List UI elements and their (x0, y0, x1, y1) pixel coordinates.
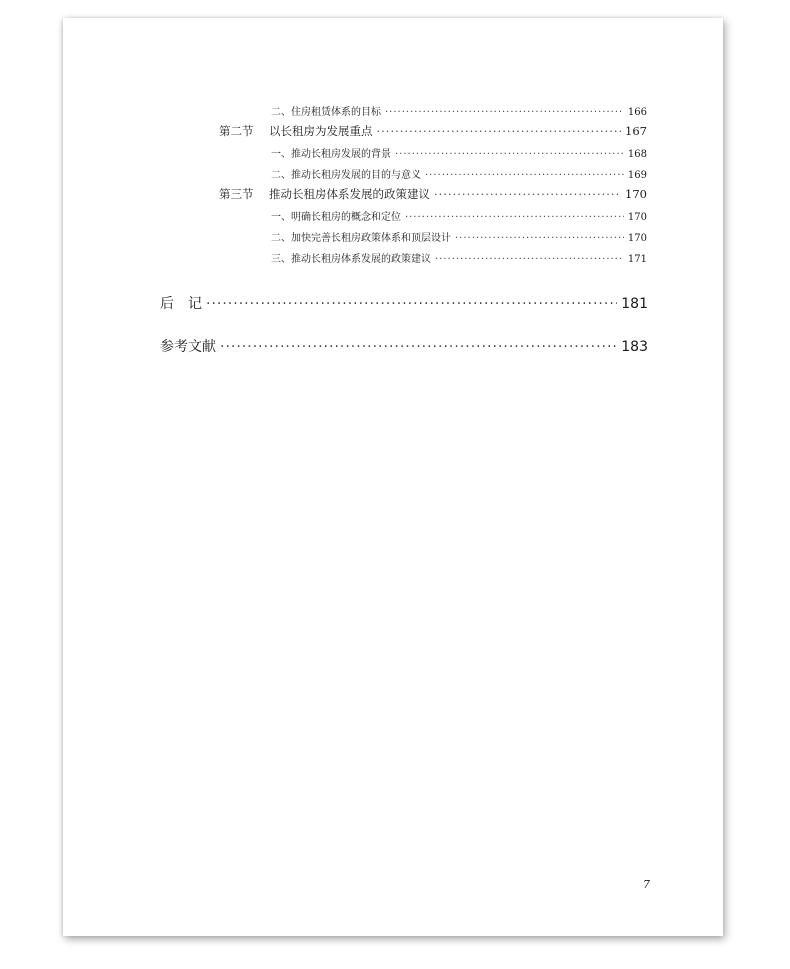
toc-entry-title: 一、明确长租房的概念和定位 (271, 212, 401, 223)
toc-leader-dots (377, 124, 622, 138)
toc-section[interactable] (219, 123, 647, 139)
page-number: 7 (643, 878, 650, 891)
toc-entry-page: 169 (627, 170, 647, 181)
toc-entry-page: 171 (627, 254, 647, 265)
toc-entry[interactable] (271, 250, 647, 264)
toc-leader-dots (385, 107, 624, 118)
toc-section-label: 第二节 (219, 124, 254, 138)
toc-entry[interactable] (271, 229, 647, 243)
toc-section-label: 第三节 (219, 187, 254, 201)
toc-chapter-page: 183 (621, 339, 648, 355)
toc-leader-dots (425, 170, 624, 181)
toc-section-page: 167 (625, 124, 647, 138)
toc-entry-page: 170 (627, 233, 647, 244)
toc-entry-title: 一、推动长租房发展的背景 (271, 149, 391, 160)
toc-entry-page: 170 (627, 212, 647, 223)
toc-entry[interactable] (271, 166, 647, 180)
document-page (63, 18, 723, 936)
toc-entry-title: 二、住房租赁体系的目标 (271, 107, 381, 118)
toc-chapter-title: 参考文献 (160, 339, 216, 355)
toc-leader-dots (455, 233, 624, 244)
toc-leader-dots (434, 187, 621, 201)
toc-leader-dots (220, 339, 617, 355)
toc-entry-page: 166 (627, 107, 647, 118)
toc-leader-dots (405, 212, 624, 223)
toc-chapter-title: 后 记 (160, 296, 202, 312)
toc-chapter-page: 181 (621, 296, 648, 312)
toc-section[interactable] (219, 186, 647, 202)
toc-entry[interactable] (271, 208, 647, 222)
toc-entry[interactable] (271, 145, 647, 159)
toc-chapter[interactable] (160, 293, 648, 311)
toc-entry-title: 二、推动长租房发展的目的与意义 (271, 170, 421, 181)
toc-entry[interactable] (271, 103, 647, 117)
toc-section-title: 推动长租房体系发展的政策建议 (269, 187, 430, 201)
toc-leader-dots (435, 254, 624, 265)
toc-entry-title: 三、推动长租房体系发展的政策建议 (271, 254, 431, 265)
toc-entry-page: 168 (627, 149, 647, 160)
toc-chapter[interactable] (160, 336, 648, 354)
toc-leader-dots (395, 149, 624, 160)
toc-leader-dots (206, 296, 617, 312)
toc-entry-title: 二、加快完善长租房政策体系和顶层设计 (271, 233, 451, 244)
toc-section-title: 以长租房为发展重点 (269, 124, 373, 138)
toc-section-page: 170 (625, 187, 647, 201)
